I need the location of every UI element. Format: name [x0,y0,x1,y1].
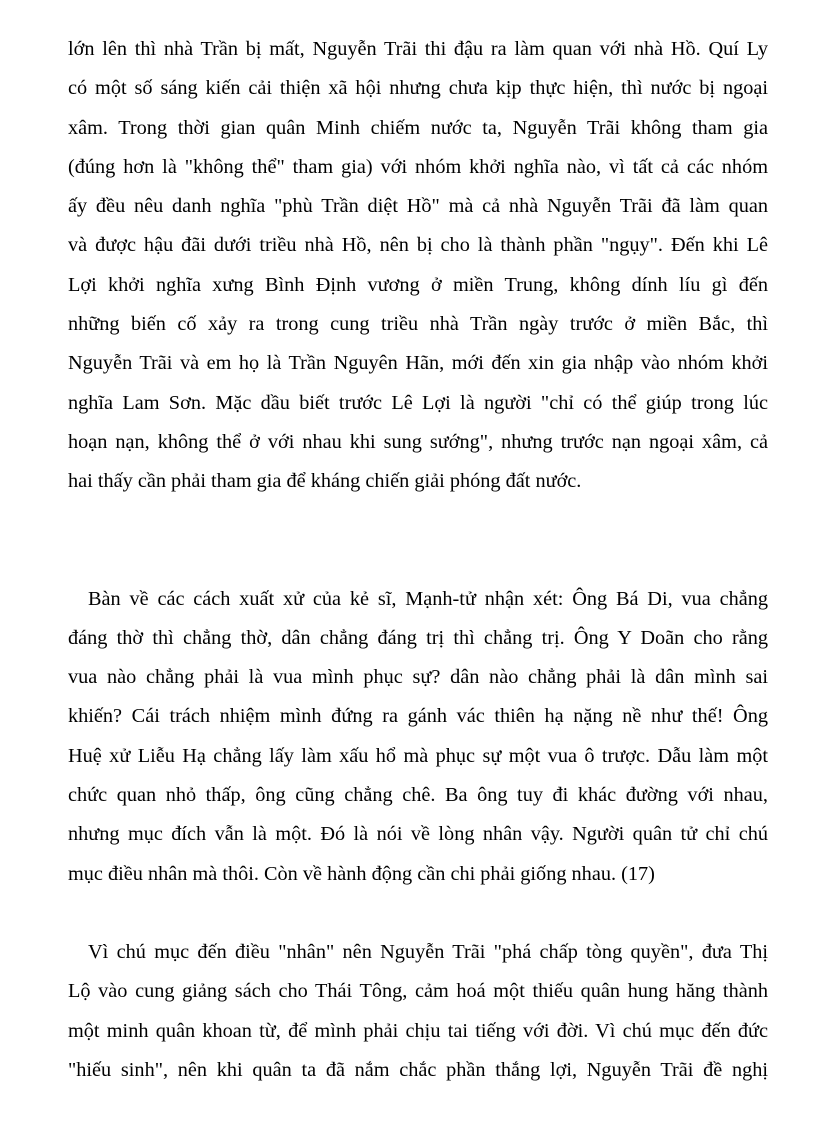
text-line: khiến? Cái trách nhiệm mình đứng ra gánh vác thiên hạ nặng nề như thế! Ông [68,705,768,728]
text-line: mục điều nhân mà thôi. Còn về hành động cần chi phải giống nhau. (17) [68,862,655,885]
text-line: Nguyễn Trãi và em họ là Trần Nguyên Hãn, mới đến xin gia nhập vào nhóm khởi [68,352,768,375]
text-line: đáng thờ thì chẳng thờ, dân chẳng đáng trị thì chẳng trị. Ông Y Doãn cho rằng [68,626,768,649]
paragraph-spacer [68,894,768,933]
text-line: hoạn nạn, không thể ở với nhau khi sung sướng", nhưng trước nạn ngoại xâm, cả [68,430,768,453]
text-line: ấy đều nêu danh nghĩa "phù Trần diệt Hồ" mà cả nhà Nguyễn Trãi đã làm quan [68,195,768,218]
text-line: có một số sáng kiến cải thiện xã hội nhưng chưa kịp thực hiện, thì nước bị ngoại [68,77,768,100]
text-line: những biến cố xảy ra trong cung triều nhà Trần ngày trước ở miền Bắc, thì [68,313,768,336]
text-line: vua nào chẳng phải là vua mình phục sự? dân nào chẳng phải là dân mình sai [68,666,768,689]
text-line: một minh quân khoan từ, để mình phải chịu tai tiếng với đời. Vì chú mục đến đức [68,1019,768,1042]
paragraph-1 [68,30,768,502]
text-line: Vì chú mục đến điều "nhân" nên Nguyễn Trãi "phá chấp tòng quyền", đưa Thị [88,940,768,963]
paragraph-spacer [68,502,768,580]
text-line: nhưng mục đích vẫn là một. Đó là nói về lòng nhân vậy. Người quân tử chỉ chú [68,823,768,846]
text-line: và được hậu đãi dưới triều nhà Hồ, nên bị cho là thành phần "ngụy". Đến khi Lê [68,234,768,257]
text-line: nghĩa Lam Sơn. Mặc dầu biết trước Lê Lợi là người "chỉ có thể giúp trong lúc [68,391,768,414]
text-line: "hiếu sinh", nên khi quân ta đã nắm chắc phần thắng lợi, Nguyễn Trãi đề nghị [68,1058,768,1081]
paragraph-3 [68,933,768,1090]
paragraph-2 [68,580,768,894]
text-line: Lộ vào cung giảng sách cho Thái Tông, cảm hoá một thiếu quân hung hăng thành [68,980,768,1003]
text-line: Huệ xử Liễu Hạ chẳng lấy làm xấu hổ mà phục sự một vua ô trược. Dẫu làm một [68,744,768,767]
text-line: chức quan nhỏ thấp, ông cũng chẳng chê. Ba ông tuy đi khác đường với nhau, [68,784,768,807]
text-line: (đúng hơn là "không thể" tham gia) với nhóm khởi nghĩa nào, vì tất cả các nhóm [68,155,768,178]
text-line: lớn lên thì nhà Trần bị mất, Nguyễn Trãi thi đậu ra làm quan với nhà Hồ. Quí Ly [68,38,768,60]
text-line: Bàn về các cách xuất xử của kẻ sĩ, Mạnh-tử nhận xét: Ông Bá Di, vua chẳng [88,587,768,610]
text-line: xâm. Trong thời gian quân Minh chiếm nước ta, Nguyễn Trãi không tham gia [68,116,768,139]
text-line: hai thấy cần phải tham gia để kháng chiến giải phóng đất nước. [68,470,582,493]
text-line: Lợi khởi nghĩa xưng Bình Định vương ở miền Trung, không dính líu gì đến [68,273,768,296]
